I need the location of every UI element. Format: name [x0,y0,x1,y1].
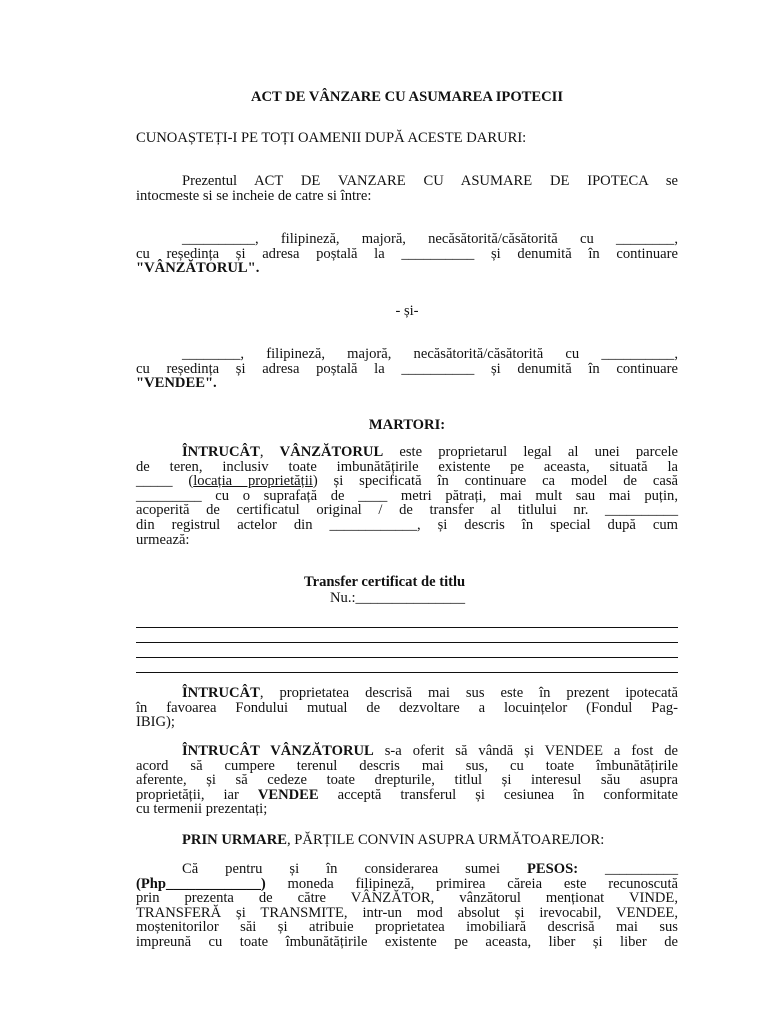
whereas-1-line-6: din registrul actelor din ____________, și descris în special după cum [136,516,678,533]
seller-paragraph [136,232,678,276]
seller-line-2: cu reședința și adresa poștală la __________ și denumită în continuare [136,245,678,262]
document-title: ACT DE VÂNZARE CU ASUMAREA IPOTECII [250,89,564,105]
whereas-3-paragraph [136,744,678,817]
whereas-2-paragraph [136,686,678,730]
know-all-line: CUNOAȘTEȚI-I PE TOȚI OAMENII DUPĂ ACESTE DARURI: [136,130,527,146]
whereas-2-line-1: ÎNTRUCÂT, proprietatea descrisă mai sus este în prezent ipotecată [182,685,678,701]
consideration-line-2: (Php_____________) moneda filipineză, primirea căreia este recunoscută [136,875,678,892]
consideration-line-5: moștenitorilor săi și atribuie proprietatea imobiliară descrisă mai sus [136,919,678,936]
whereas-1-line-5: acoperită de certificatul original / de transfer al titlului nr. __________ [136,502,678,519]
whereas-1-line-3: _____ (locația proprietății) și specificată în continuare ca model de casă [136,473,678,490]
whereas-1-line-4: _________ cu o suprafață de ____ metri pătrați, mai mult sau mai puțin, [136,487,678,504]
whereas-3-line-5: cu termenii prezentați; [136,801,268,818]
blank-line-1 [136,627,678,628]
transfer-number: Nu.:_______________ [330,590,465,606]
whereas-3-line-3: aferente, și să cedeze toate drepturile, titlul și interesul său asupra [136,772,678,789]
whereas-3-line-2: acord să cumpere terenul descris mai sus, cu toate îmbunătățirile [136,757,678,774]
seller-designation: "VÂNZĂTORUL". [136,260,260,277]
whereas-1-paragraph [136,445,678,547]
whereas-1-line-2: de teren, inclusiv toate imbunătățirile existente pe aceasta, situată la [136,458,678,475]
consideration-line-4: TRANSFERĂ și TRANSMITE, intr-un mod absolut și irevocabil, VENDEE, [136,904,678,921]
whereas-2-line-2: în favoarea Fondului mutual de dezvoltare a locuințelor (Fondul Pag- [136,699,678,716]
intro-paragraph [136,174,678,203]
and-separator: - și- [395,303,419,319]
property-location-placeholder: locația proprietății [193,473,313,490]
witnesses-heading: MARTORI: [368,417,446,433]
buyer-line-1: ________, filipineză, majoră, necăsătorită/căsătorită cu __________, [182,346,678,362]
therefore-line: PRIN URMARE, PĂRȚILE CONVIN ASUPRA URMĂTOAREЛОR: [182,832,605,848]
whereas-1-line-7: urmează: [136,531,190,548]
intro-line-1: Prezentul ACT DE VANZARE CU ASUMARE DE IPOTECA se [182,173,678,189]
buyer-paragraph [136,347,678,391]
consideration-line-6: impreună cu toate îmbunătățirile existente pe aceasta, liber și liber de [136,933,678,950]
seller-line-1: __________, filipineză, majoră, necăsătorită/căsătorită cu ________, [182,231,678,247]
whereas-1-line-1: ÎNTRUCÂT, VÂNZĂTORUL este proprietarul legal al unei parcele [182,444,678,460]
transfer-heading: Transfer certificat de titlu [304,574,466,590]
whereas-3-line-4: proprietății, iar VENDEE acceptă transferul și cesiunea în conformitate [136,786,678,803]
buyer-designation: "VENDEE". [136,375,217,392]
whereas-2-line-3: IBIG); [136,714,175,731]
blank-line-2 [136,642,678,643]
buyer-line-2: cu reședința și adresa poștală la __________ și denumită în continuare [136,360,678,377]
blank-line-3 [136,657,678,658]
consideration-line-1: Că pentru și în considerarea sumei PESOS: __________ [182,861,678,877]
consideration-paragraph [136,862,678,950]
consideration-line-3: prin prezenta de către VÂNZĂTOR, vânzătorul menționat VINDE, [136,890,678,907]
whereas-3-line-1: ÎNTRUCÂT VÂNZĂTORUL s-a oferit să vândă și VENDEE a fost de [182,743,678,759]
intro-line-2: intocmeste si se incheie de catre si între: [136,187,372,204]
blank-line-4 [136,672,678,673]
